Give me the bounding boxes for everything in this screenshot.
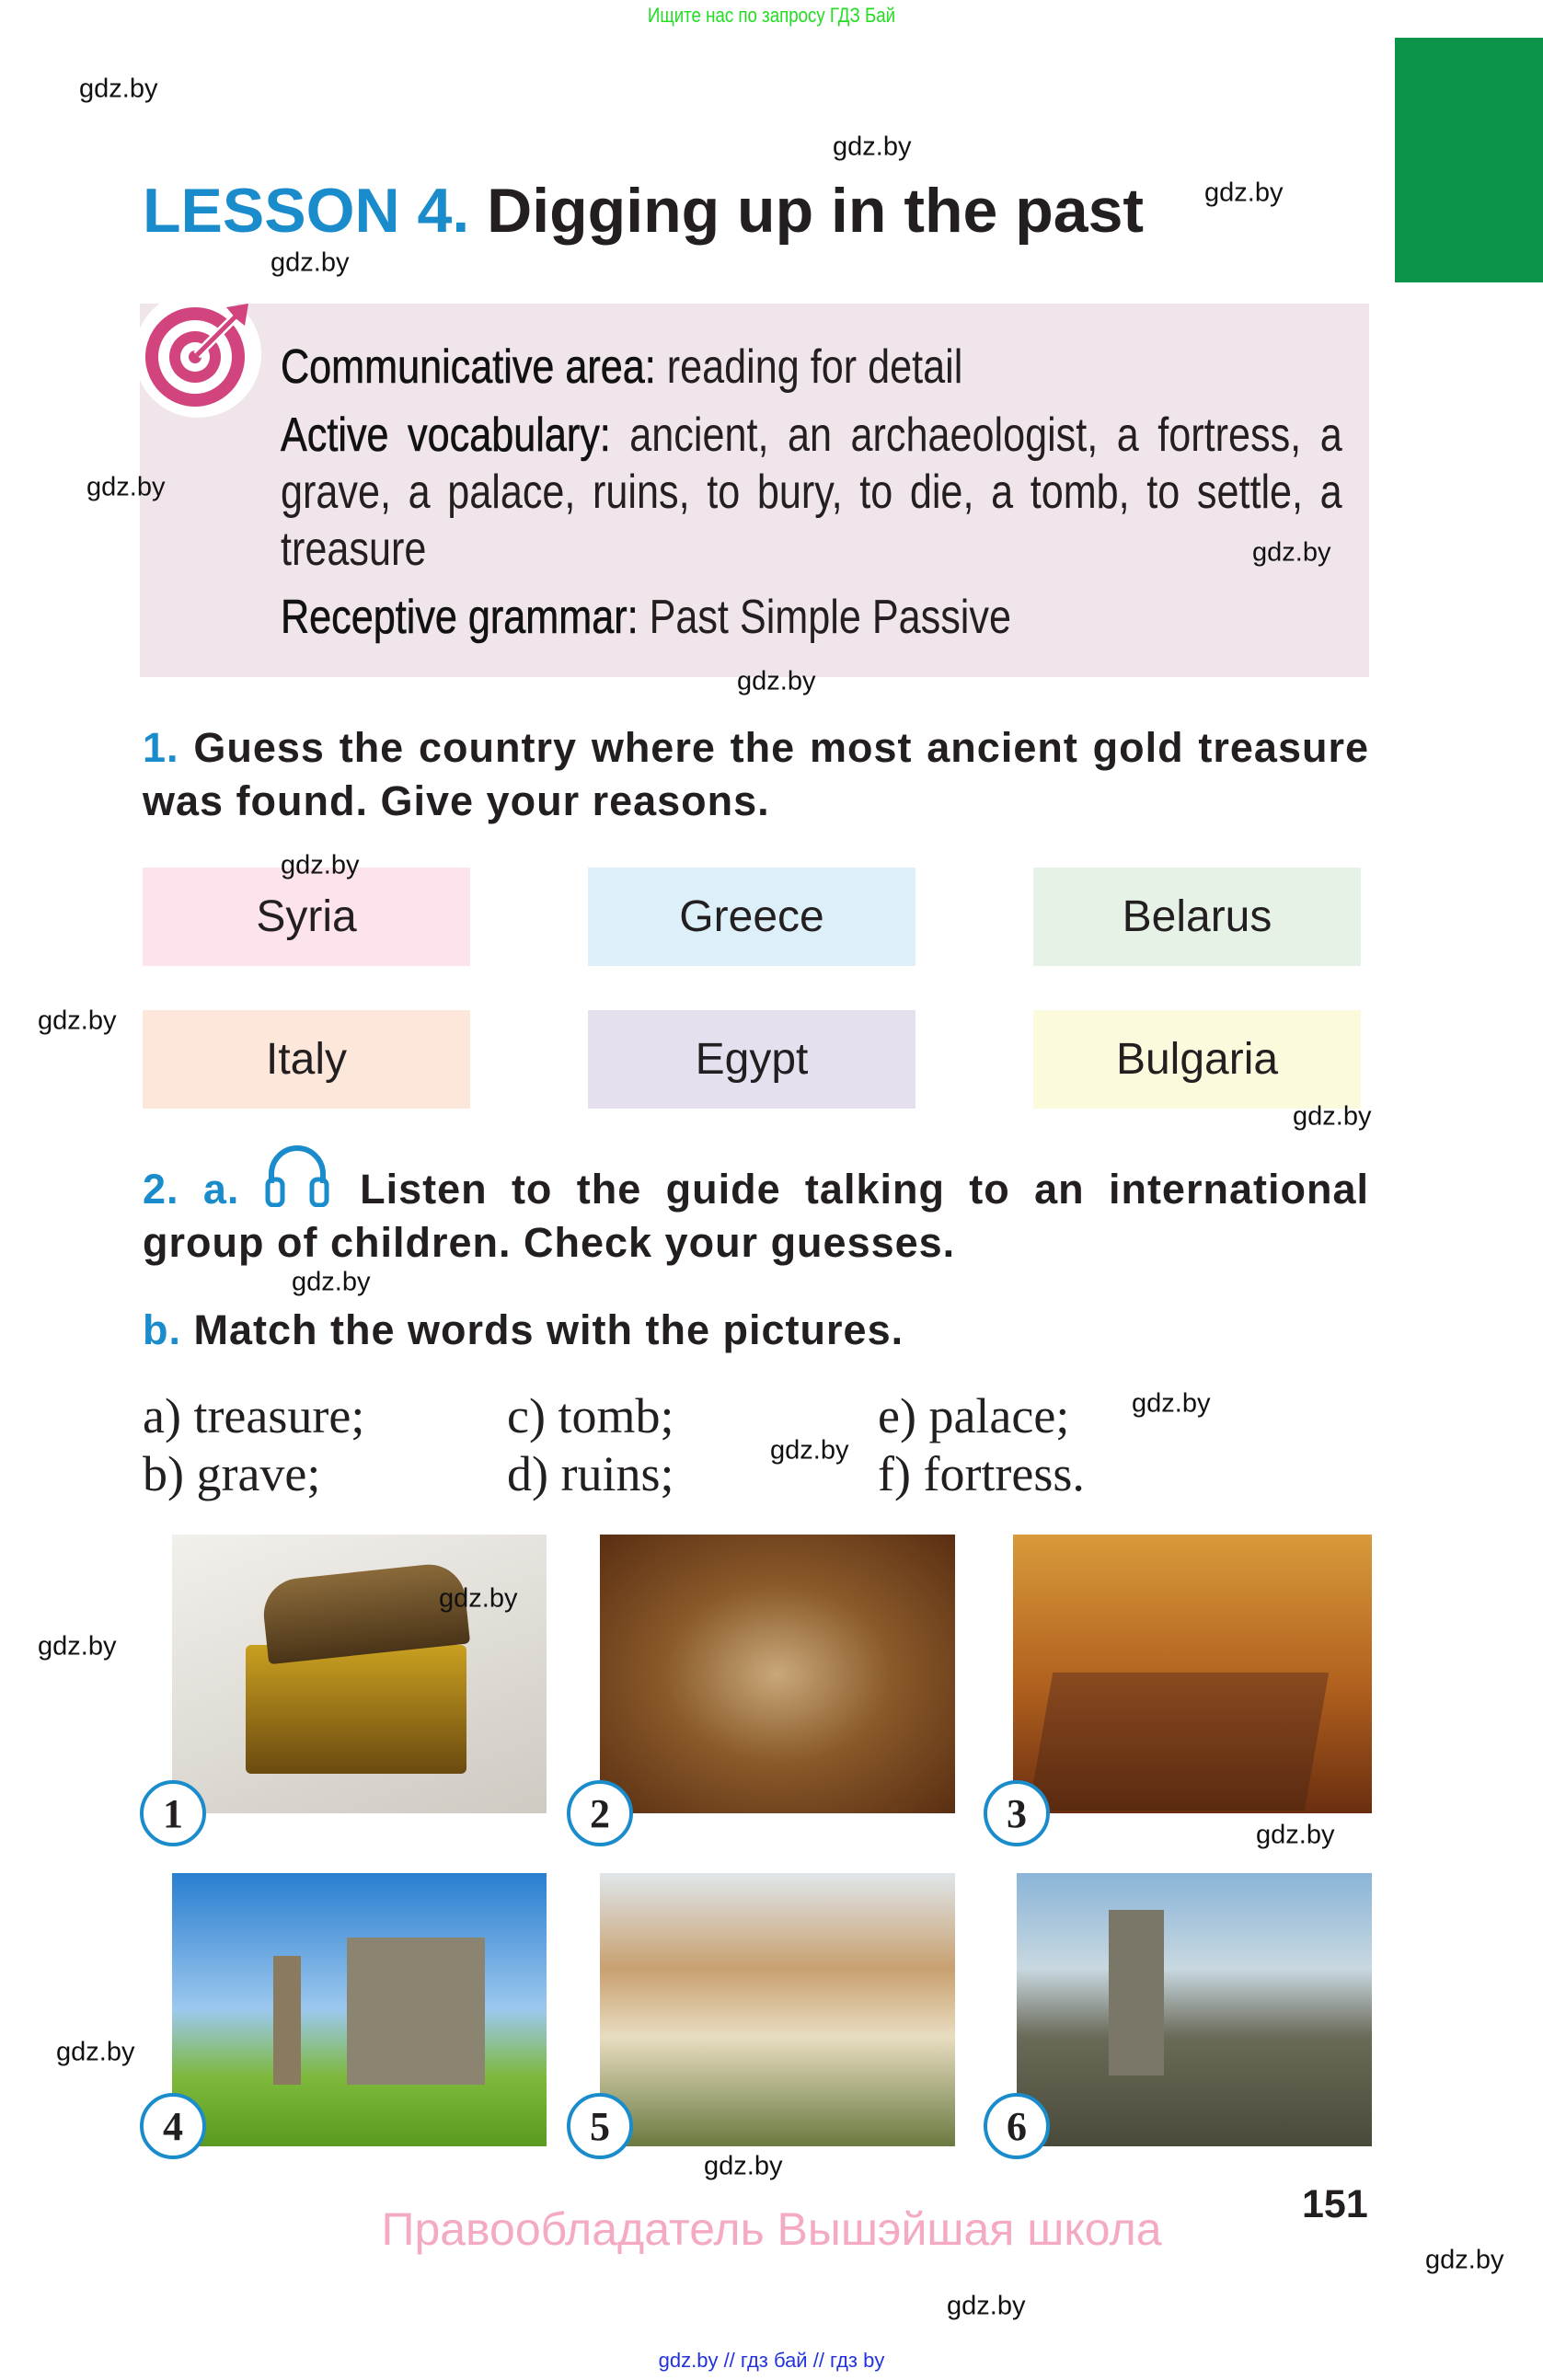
watermark: gdz.by bbox=[1425, 2245, 1504, 2275]
vocabulary-label: Active vocabulary: bbox=[281, 408, 611, 462]
country-option: Italy bbox=[143, 1010, 470, 1109]
watermark: gdz.by bbox=[770, 1435, 849, 1466]
watermark: gdz.by bbox=[292, 1267, 371, 1297]
watermark: gdz.by bbox=[281, 850, 360, 880]
watermark: gdz.by bbox=[1204, 178, 1284, 208]
watermark: gdz.by bbox=[704, 2151, 783, 2181]
grammar-value: Past Simple Passive bbox=[649, 591, 1011, 644]
page-number: 151 bbox=[1302, 2182, 1368, 2226]
copyright-notice: Правообладатель Вышэйшая школа bbox=[381, 2203, 1162, 2255]
top-banner[interactable]: Ищите нас по запросу ГДЗ Бай bbox=[647, 4, 896, 27]
watermark: gdz.by bbox=[56, 2037, 135, 2067]
picture-number-badge: 4 bbox=[140, 2093, 206, 2159]
exercise-2b bbox=[143, 1304, 1369, 1357]
picture-number-badge: 5 bbox=[567, 2093, 633, 2159]
word-item: e) palace; bbox=[878, 1388, 1070, 1443]
country-option: Syria bbox=[143, 868, 470, 966]
exercise-number: 1. bbox=[143, 724, 179, 771]
exercise-2a bbox=[143, 1163, 1369, 1270]
grave-skulls-picture bbox=[600, 1535, 955, 1813]
picture-number-badge: 3 bbox=[984, 1780, 1050, 1846]
treasure-chest-picture bbox=[172, 1535, 547, 1813]
exercise-text: Match the words with the pictures. bbox=[193, 1306, 904, 1353]
watermark: gdz.by bbox=[737, 666, 816, 696]
picture-number-badge: 1 bbox=[140, 1780, 206, 1846]
watermark: gdz.by bbox=[947, 2291, 1026, 2321]
exercise-letter: b. bbox=[143, 1306, 181, 1353]
exercise-1 bbox=[143, 721, 1369, 828]
word-item: f) fortress. bbox=[878, 1446, 1085, 1501]
picture-number-badge: 2 bbox=[567, 1780, 633, 1846]
ruins-picture bbox=[172, 1873, 547, 2146]
communicative-label: Communicative area: bbox=[281, 340, 656, 394]
footer-links[interactable]: gdz.by // гдз бай // гдз by bbox=[658, 2349, 885, 2372]
lesson-title bbox=[143, 175, 1144, 247]
word-item: c) tomb; bbox=[507, 1388, 674, 1443]
tomb-picture bbox=[1013, 1535, 1372, 1813]
exercise-letter: a. bbox=[202, 1166, 240, 1213]
watermark: gdz.by bbox=[86, 472, 166, 502]
exercise-text: Guess the country where the most ancient gold treasure was found. Give your reasons. bbox=[143, 724, 1369, 824]
watermark: gdz.by bbox=[1132, 1388, 1211, 1419]
lesson-name: Digging up in the past bbox=[487, 176, 1145, 246]
fortress-picture bbox=[1017, 1873, 1372, 2146]
lesson-goals bbox=[281, 339, 1342, 646]
watermark: gdz.by bbox=[439, 1583, 518, 1614]
exercise-number: 2. bbox=[143, 1166, 179, 1213]
watermark: gdz.by bbox=[833, 132, 912, 162]
lesson-number: LESSON 4. bbox=[143, 176, 470, 246]
target-icon bbox=[134, 291, 261, 418]
watermark: gdz.by bbox=[79, 74, 158, 104]
country-option: Bulgaria bbox=[1033, 1010, 1361, 1109]
grammar-label: Receptive grammar: bbox=[281, 591, 639, 644]
vocabulary-value: ancient, an archaeologist, a fortress, a grave, a palace, ruins, to bury, to die, a tomb, to settle, a treasure bbox=[281, 408, 1342, 576]
communicative-value: reading for detail bbox=[666, 340, 963, 394]
palace-picture bbox=[600, 1873, 955, 2146]
word-item: b) grave; bbox=[143, 1446, 321, 1501]
picture-number-badge: 6 bbox=[984, 2093, 1050, 2159]
word-item: a) treasure; bbox=[143, 1388, 365, 1443]
watermark: gdz.by bbox=[1252, 537, 1331, 568]
exercise-text: Listen to the guide talking to an international group of children. Check your guesses. bbox=[143, 1166, 1369, 1266]
country-option: Greece bbox=[588, 868, 915, 966]
watermark: gdz.by bbox=[38, 1006, 117, 1036]
green-page-tab bbox=[1395, 38, 1543, 282]
word-item: d) ruins; bbox=[507, 1446, 674, 1501]
country-option: Belarus bbox=[1033, 868, 1361, 966]
watermark: gdz.by bbox=[1293, 1101, 1372, 1132]
watermark: gdz.by bbox=[38, 1631, 117, 1661]
headphones-icon bbox=[264, 1165, 336, 1211]
watermark: gdz.by bbox=[271, 247, 350, 278]
country-option: Egypt bbox=[588, 1010, 915, 1109]
watermark: gdz.by bbox=[1256, 1820, 1335, 1850]
